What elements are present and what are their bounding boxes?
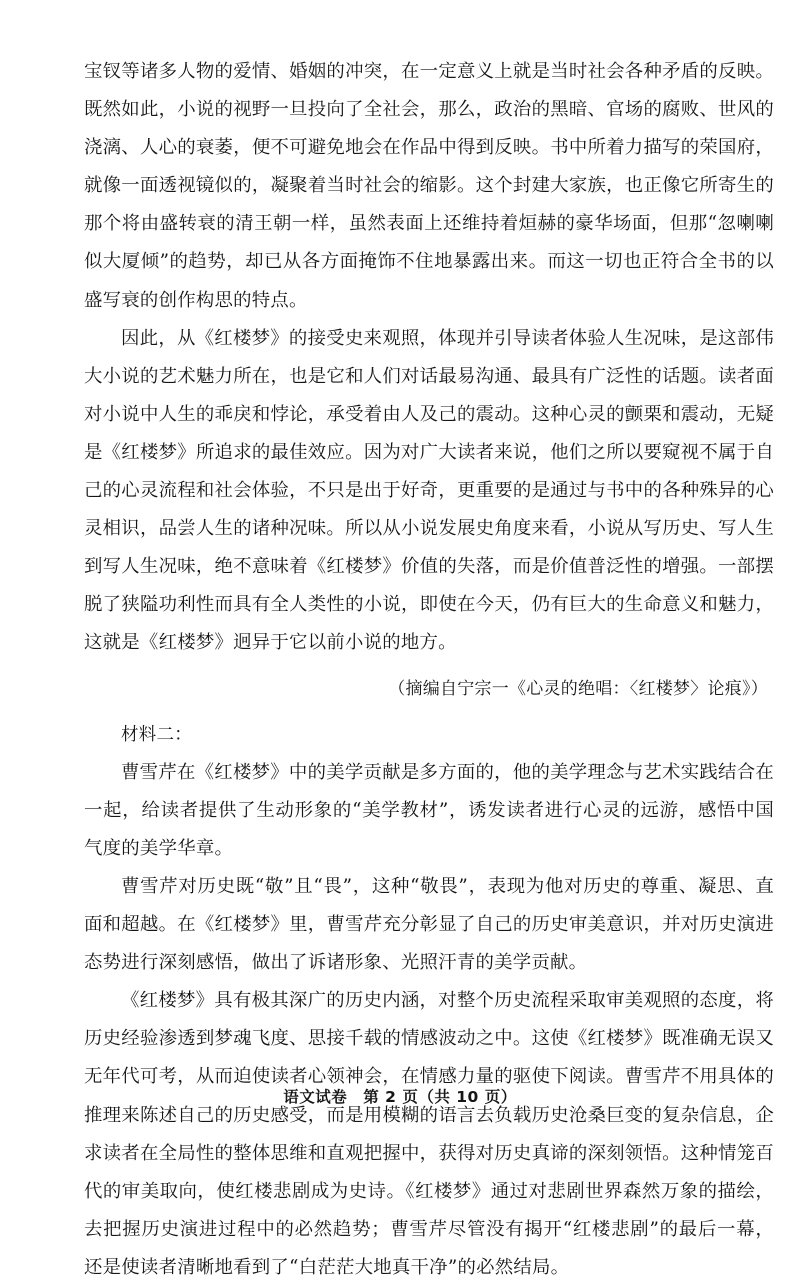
paragraph-continued: 宝钗等诸多人物的爱情、婚姻的冲突，在一定意义上就是当时社会各种矛盾的反映。既然如此，小说的视野一旦投向了全社会，那么，政治的黑暗、官场的腐败、世风的浇漓、人心的衰萎，便不可避免地会在作品中得到反映。书中所着力描写的荣国府，就像一面透视镜似的，凝聚着当时社会的缩影。这个封建大家族，也正像它所寄生的那个将由盛转衰的清王朝一样，虽然表面上还维持着烜赫的豪华场面，但那“忽喇喇似大厦倾”的趋势，却已从各方面掩饰不住地暴露出来。而这一切也正符合全书的以盛写衰的创作构思的特点。 [84,61,774,311]
paragraph-aesthetic-contribution: 曹雪芹在《红楼梦》中的美学贡献是多方面的，他的美学理念与艺术实践结合在一起，给读者提供了生动形象的“美学教材”，诱发读者进行心灵的远游，感悟中国气度的美学华章。 [84,761,774,859]
material-two-heading: 材料二： [121,724,192,745]
page-footer: 语文试卷 第 2 页（共 10 页） [283,1088,517,1106]
source-attribution: （摘编自宁宗一《心灵的绝唱：〈红楼梦〉论痕》） [388,678,768,699]
paragraph-reception-history: 因此，从《红楼梦》的接受史来观照，体现并引导读者体验人生况味，是这部伟大小说的艺术魅力所在，也是它和人们对话最易沟通、最具有广泛性的话题。读者面对小说中人生的乖戾和悖论，承受着由人及己的震动。这种心灵的颤栗和震动，无疑是《红楼梦》所追求的最佳效应。因为对广大读者来说，他们之所以要窥视不属于自己的心灵流程和社会体验，不只是出于好奇，更重要的是通过与书中的各种殊异的心灵相识，品尝人生的诸种况味。所以从小说发展史角度来看，小说从写历史、写人生到写人生况味，绝不意味着《红楼梦》价值的失落，而是价值普泛性的增强。一部摆脱了狭隘功利性而具有全人类性的小说，即使在今天，仍有巨大的生命意义和魅力，这就是《红楼梦》迥异于它以前小说的地方。 [84,327,774,654]
paragraph-history-reverence: 曹雪芹对历史既“敬”且“畏”，这种“敬畏”，表现为他对历史的尊重、凝思、直面和超越。在《红楼梦》里，曹雪芹充分彰显了自己的历史审美意识，并对历史演进态势进行深刻感悟，做出了诉诸形象、光照汗青的美学贡献。 [84,875,774,974]
paragraph-historical-connotation: 《红楼梦》具有极其深广的历史内涵，对整个历史流程采取审美观照的态度，将历史经验渗透到梦魂飞度、思接千载的情感波动之中。这使《红楼梦》既准确无误又无年代可考，从而迫使读者心领神会，在情感力量的驱使下阅读。曹雪芹不用具体的推理来陈述自己的历史感受，而是用模糊的语言去负载历史沧桑巨变的复杂信息，企求读者在全局性的整体思维和直观把握中，获得对历史真谛的深刻领悟。这种情笼百代的审美取向，使红楼悲剧成为史诗。《红楼梦》通过对悲剧世界森然万象的描绘，去把握历史演进过程中的必然趋势；曹雪芹尽管没有揭开“红楼悲剧”的最后一幕，还是使读者清晰地看到了“白茫茫大地真干净”的必然结局。 [84,990,774,1278]
